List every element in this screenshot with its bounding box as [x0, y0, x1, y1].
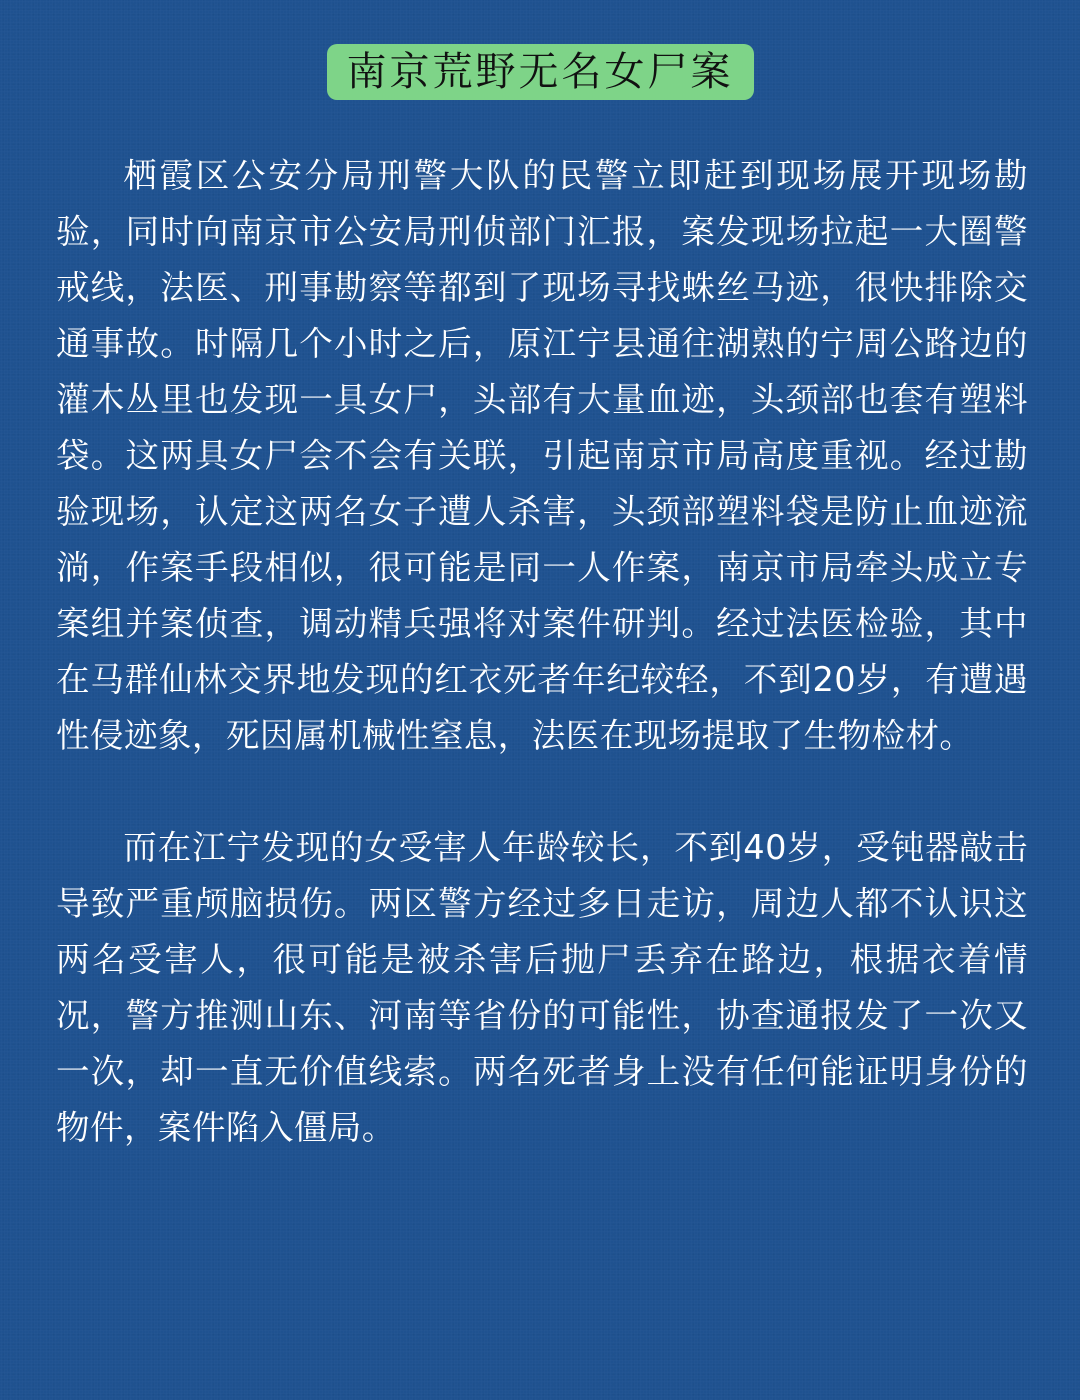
paragraph-2: 而在江宁发现的女受害人年龄较长，不到40岁，受钝器敲击导致严重颅脑损伤。两区警方经过多日走访，周边人都不认识这两名受害人，很可能是被杀害后抛尸丢弃在路边，根据衣着情况，警方推测山东、河南等省份的可能性，协查通报发了一次又一次，却一直无价值线索。两名死者身上没有任何能证明身份的物件，案件陷入僵局。 [56, 828, 1028, 1147]
article-body [56, 148, 1028, 1156]
paragraph-1: 栖霞区公安分局刑警大队的民警立即赶到现场展开现场勘验，同时向南京市公安局刑侦部门汇报，案发现场拉起一大圈警戒线，法医、刑事勘察等都到了现场寻找蛛丝马迹，很快排除交通事故。时隔几个小时之后，原江宁县通往湖熟的宁周公路边的灌木丛里也发现一具女尸，头部有大量血迹，头颈部也套有塑料袋。这两具女尸会不会有关联，引起南京市局高度重视。经过勘验现场，认定这两名女子遭人杀害，头颈部塑料袋是防止血迹流淌，作案手段相似，很可能是同一人作案，南京市局牵头成立专案组并案侦查，调动精兵强将对案件研判。经过法医检验，其中在马群仙林交界地发现的红衣死者年纪较轻，不到20岁，有遭遇性侵迹象，死因属机械性窒息，法医在现场提取了生物检材。 [56, 156, 1028, 755]
article-title: 南京荒野无名女尸案 [327, 44, 754, 100]
title-container [0, 44, 1080, 100]
